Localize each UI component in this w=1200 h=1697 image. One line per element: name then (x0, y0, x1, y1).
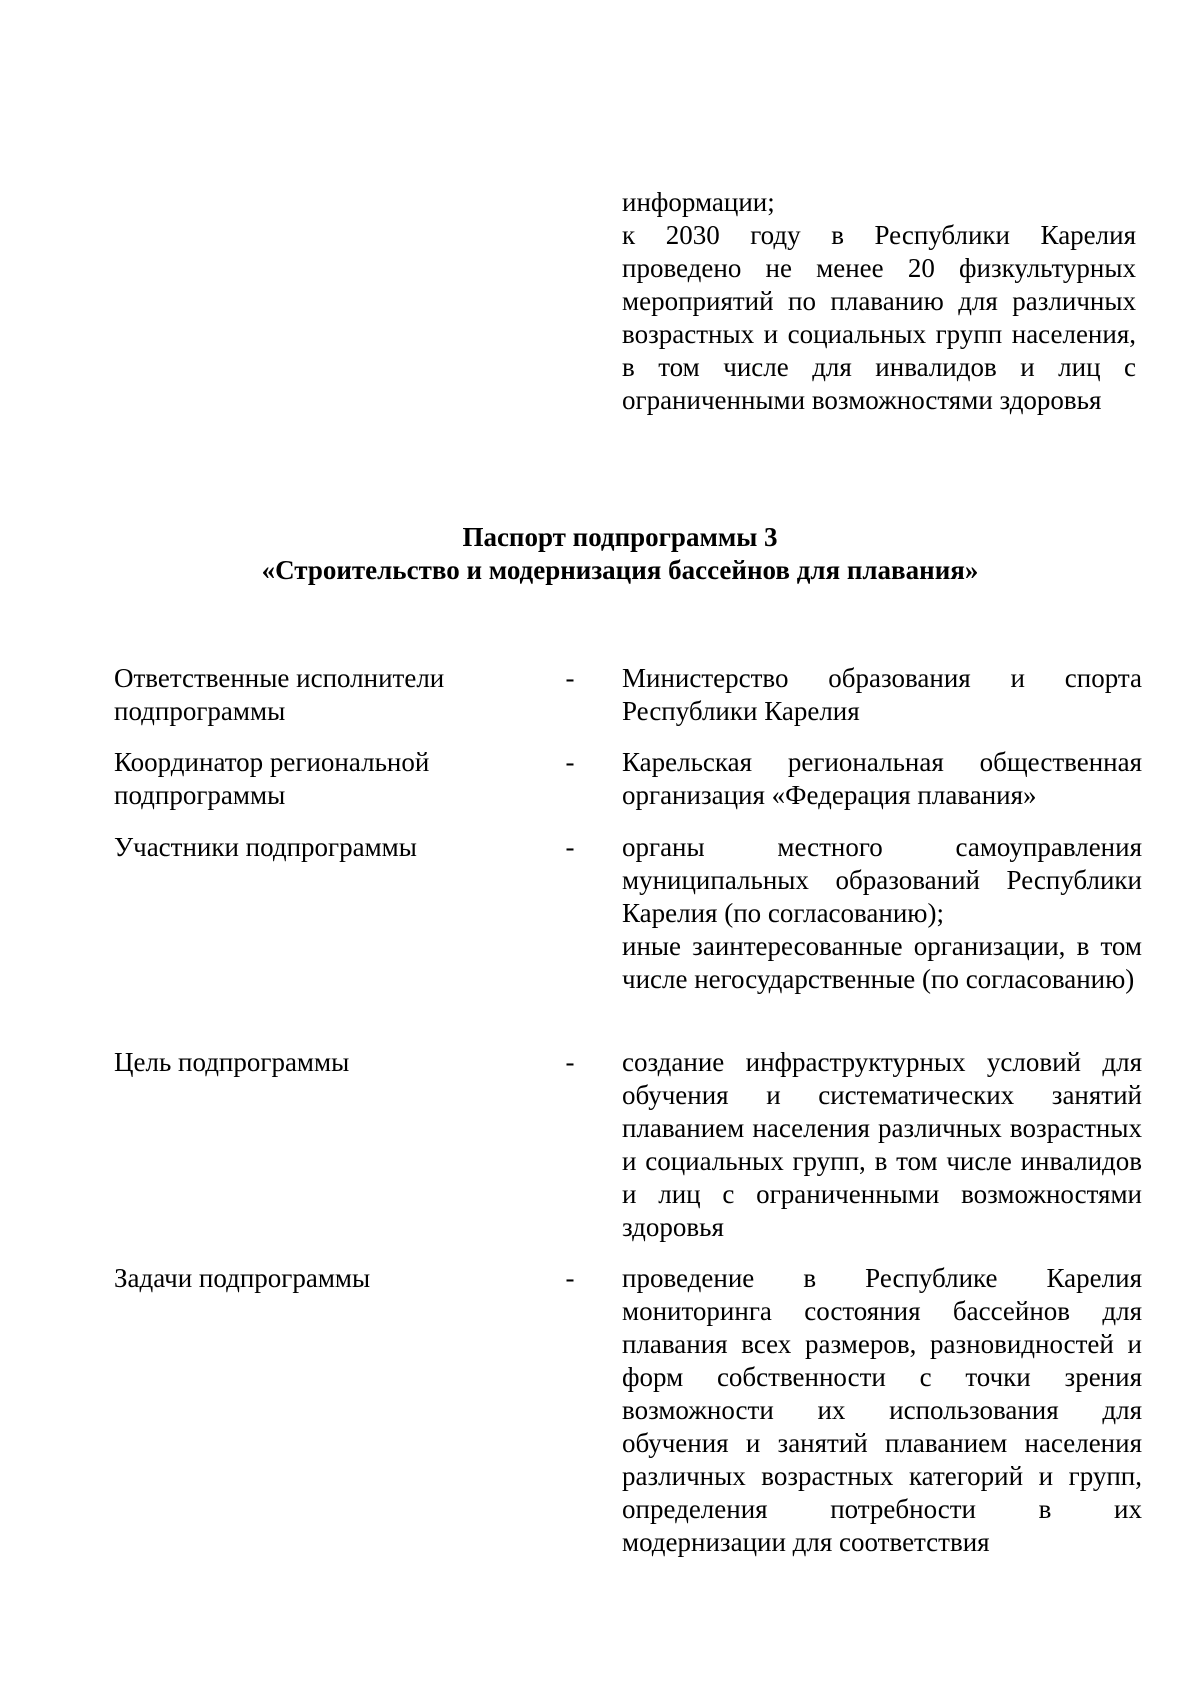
row-dash: - (565, 747, 575, 777)
fragment-paragraph-2030-goal: к 2030 году в Республики Карелия проведено не менее 20 физкультурных мероприятий по плаванию для различных возрастных и социальных групп населения, в том числе для инвалидов и лиц с ограниченными возможностями здоровья (622, 220, 1136, 415)
preceding-text-fragment (622, 186, 1136, 417)
row-value-paragraph: органы местного самоуправления муниципальных образований Республики Карелия (по согласованию); (622, 832, 1142, 928)
row-value (622, 1262, 1142, 1559)
row-label: Участники подпрограммы (114, 832, 417, 862)
row-dash: - (565, 1263, 575, 1293)
row-value (622, 1046, 1142, 1244)
row-value-paragraph: проведение в Республике Карелия мониторинга состояния бассейнов для плавания всех размеров, разновидностей и форм собственности с точки зрения возможности их использования для обучения и занятий плаванием населения различных возрастных категорий и групп, определения потребности в их модернизации для соответствия (622, 1263, 1142, 1557)
passport-title (0, 521, 1200, 587)
row-label: Координатор региональной подпрограммы (114, 747, 430, 810)
row-value-paragraph: иные заинтересованные организации, в том числе негосударственные (по согласованию) (622, 931, 1142, 994)
passport-title-line-1: Паспорт подпрограммы 3 (462, 522, 778, 552)
row-label: Задачи подпрограммы (114, 1263, 371, 1293)
row-value-paragraph: Министерство образования и спорта Республики Карелия (622, 663, 1142, 726)
row-value-paragraph: Карельская региональная общественная организация «Федерация плавания» (622, 747, 1142, 810)
row-label: Ответственные исполнители подпрограммы (114, 663, 445, 726)
row-value (622, 746, 1142, 812)
row-value (622, 662, 1142, 728)
row-dash: - (565, 832, 575, 862)
row-dash: - (565, 1047, 575, 1077)
row-label: Цель подпрограммы (114, 1047, 350, 1077)
fragment-line-information: информации; (622, 187, 775, 217)
row-value-paragraph: создание инфраструктурных условий для обучения и систематических занятий плаванием населения различных возрастных и социальных групп, в том числе инвалидов и лиц с ограниченными возможностями здоровья (622, 1047, 1142, 1242)
row-dash: - (565, 663, 575, 693)
passport-title-line-2: «Строительство и модернизация бассейнов для плавания» (261, 555, 979, 585)
row-value (622, 831, 1142, 996)
